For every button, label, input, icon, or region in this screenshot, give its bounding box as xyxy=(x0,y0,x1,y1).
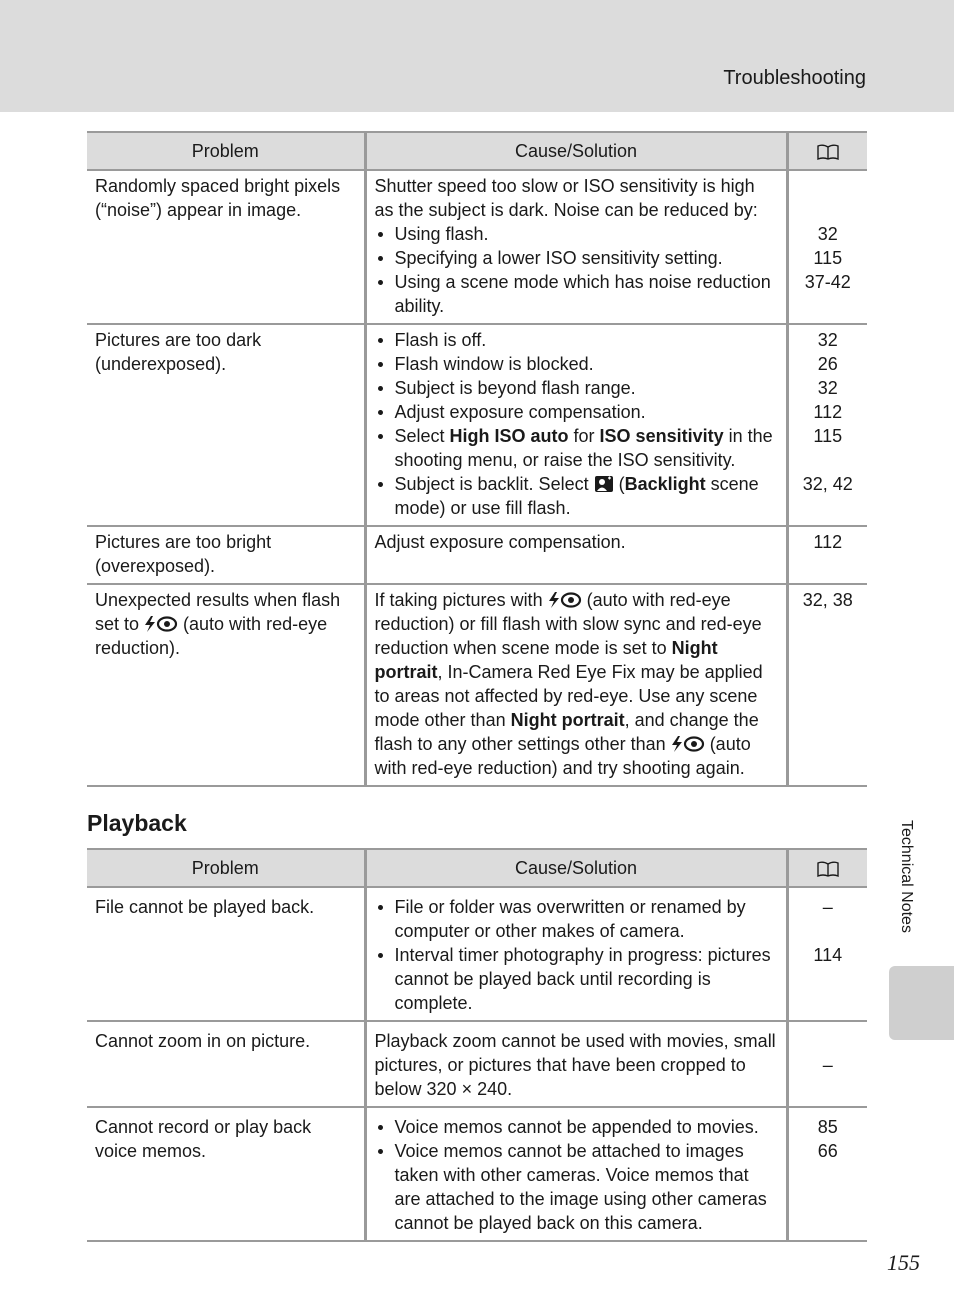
backlight-scene-icon xyxy=(594,475,614,493)
table-header-row xyxy=(87,849,867,887)
cause-intro: Shutter speed too slow or ISO sensitivity is high as the subject is dark. Noise can be reduced by: xyxy=(374,176,758,220)
reference-cell xyxy=(787,324,867,526)
problem-cell: Pictures are too dark (underexposed). xyxy=(87,324,365,526)
problem-cell: File cannot be played back. xyxy=(87,887,365,1021)
list-item: File or folder was overwritten or renamed by computer or other makes of camera. xyxy=(395,895,778,943)
cause-cell xyxy=(365,170,787,324)
list-item: Subject is beyond flash range. xyxy=(395,376,778,400)
flash-redeye-icon xyxy=(671,735,705,753)
list-item: Subject is backlit. Select (Backlight scene mode) or use fill flash. xyxy=(395,472,778,520)
reference-cell: 32, 38 xyxy=(787,584,867,786)
problem-cell: Pictures are too bright (overexposed). xyxy=(87,526,365,584)
page-reference: 112 xyxy=(813,402,843,422)
list-item: Voice memos cannot be appended to movies. xyxy=(395,1115,778,1139)
page-reference: 85 xyxy=(817,1117,838,1137)
page-reference: 32 xyxy=(817,378,838,398)
cause-list xyxy=(375,895,778,1015)
list-item: Using flash. xyxy=(395,222,778,246)
list-item: Interval timer photography in progress: pictures cannot be played back until recording is complete. xyxy=(395,943,778,1015)
page-reference: 115 xyxy=(813,426,843,446)
table-row xyxy=(87,1107,867,1241)
page-reference: 66 xyxy=(817,1141,838,1161)
flash-redeye-icon xyxy=(144,615,178,633)
reference-cell xyxy=(787,1021,867,1107)
header-title: Troubleshooting xyxy=(723,67,866,89)
list-item: Adjust exposure compensation. xyxy=(395,400,778,424)
list-item: Flash is off. xyxy=(395,328,778,352)
flash-redeye-icon xyxy=(548,591,582,609)
problem-cell: Cannot record or play back voice memos. xyxy=(87,1107,365,1241)
table-row xyxy=(87,526,867,584)
problem-cell: Cannot zoom in on picture. xyxy=(87,1021,365,1107)
column-header-reference xyxy=(787,849,867,887)
table-header-row xyxy=(87,132,867,170)
page-reference: 32, 42 xyxy=(802,474,853,494)
list-item: Voice memos cannot be attached to images taken with other cameras. Voice memos that are attached to the image using other cameras cannot be played back on this camera. xyxy=(395,1139,778,1235)
table-row xyxy=(87,324,867,526)
column-header-problem: Problem xyxy=(87,849,365,887)
page-reference: 37-42 xyxy=(804,272,851,292)
table-row xyxy=(87,584,867,786)
reference-cell xyxy=(787,1107,867,1241)
scene-name: Backlight xyxy=(624,474,706,494)
page-reference: 26 xyxy=(817,354,838,374)
cause-list xyxy=(375,222,778,318)
table-row xyxy=(87,170,867,324)
page-reference: 114 xyxy=(813,945,843,965)
book-icon xyxy=(817,144,839,160)
side-section-label: Technical Notes xyxy=(898,820,915,933)
column-header-cause: Cause/Solution xyxy=(365,132,787,170)
page-reference: 115 xyxy=(813,248,843,268)
problem-cell: Unexpected results when flash set to (auto with red-eye reduction). xyxy=(87,584,365,786)
list-item: Flash window is blocked. xyxy=(395,352,778,376)
column-header-reference xyxy=(787,132,867,170)
list-item: Select High ISO auto for ISO sensitivity in the shooting menu, or raise the ISO sensitivity. xyxy=(395,424,778,472)
page-reference: 32 xyxy=(817,224,838,244)
column-header-cause: Cause/Solution xyxy=(365,849,787,887)
page-reference: 32 xyxy=(817,330,838,350)
cause-cell xyxy=(365,887,787,1021)
page-reference: – xyxy=(822,1055,833,1075)
table-row xyxy=(87,887,867,1021)
problem-cell: Randomly spaced bright pixels (“noise”) appear in image. xyxy=(87,170,365,324)
menu-name: ISO sensitivity xyxy=(599,426,724,446)
page-reference: – xyxy=(822,897,833,917)
cause-cell xyxy=(365,1107,787,1241)
list-item: Specifying a lower ISO sensitivity setting. xyxy=(395,246,778,270)
cause-list xyxy=(375,328,778,520)
reference-cell: 112 xyxy=(787,526,867,584)
book-icon xyxy=(817,861,839,877)
section-title: Playback xyxy=(87,810,187,836)
scene-name: Night portrait xyxy=(374,638,718,682)
reference-cell xyxy=(787,170,867,324)
table-row xyxy=(87,1021,867,1107)
header-band xyxy=(0,0,954,112)
reference-cell xyxy=(787,887,867,1021)
cause-cell: If taking pictures with (auto with red-eye reduction) or fill flash with slow sync and red-eye reduction when scene mode is set to Night portrait, In-Camera Red Eye Fix may be applied to areas not affected by red-eye. Use any scene mode other than Night portrait, and change the flash to any other settings other than (auto with red-eye reduction) and try shooting again. xyxy=(365,584,787,786)
section-tab xyxy=(889,966,954,1040)
cause-cell xyxy=(365,324,787,526)
cause-list xyxy=(375,1115,778,1235)
cause-cell: Adjust exposure compensation. xyxy=(365,526,787,584)
troubleshooting-table xyxy=(87,131,867,787)
scene-name: Night portrait xyxy=(510,710,625,730)
cause-cell: Playback zoom cannot be used with movies, small pictures, or pictures that have been cropped to below 320 × 240. xyxy=(365,1021,787,1107)
playback-table xyxy=(87,848,867,1242)
list-item: Using a scene mode which has noise reduction ability. xyxy=(395,270,778,318)
page-number: 155 xyxy=(887,1250,920,1275)
setting-name: High ISO auto xyxy=(449,426,569,446)
column-header-problem: Problem xyxy=(87,132,365,170)
